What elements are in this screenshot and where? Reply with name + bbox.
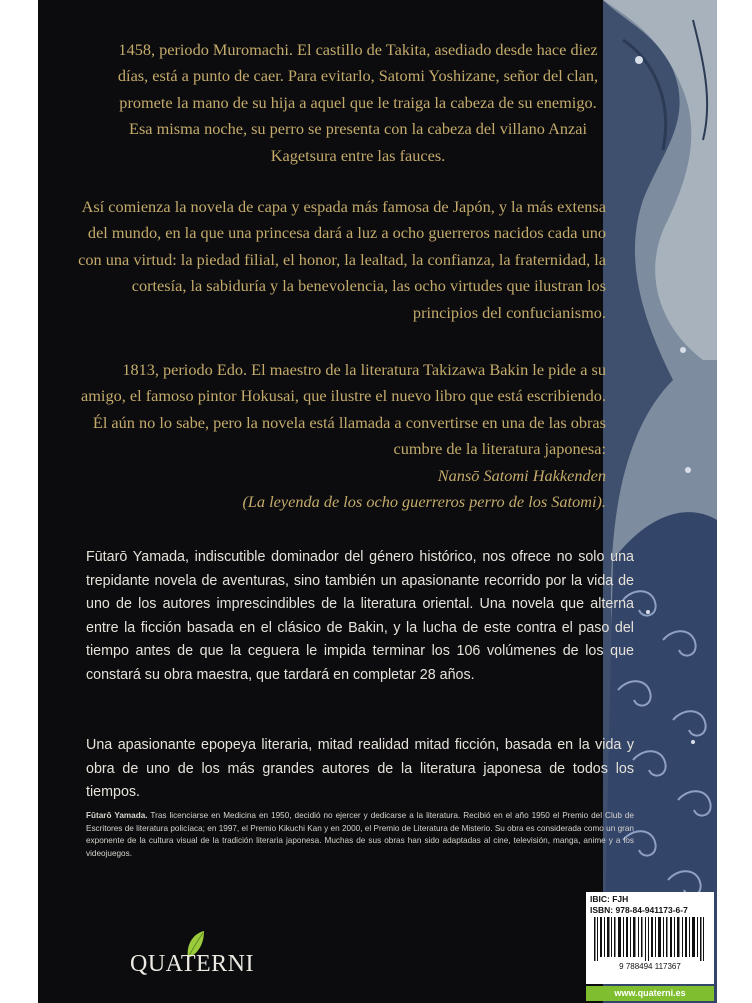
publisher-url[interactable]: www.quaterni.es <box>586 986 714 1001</box>
back-cover <box>38 0 717 1003</box>
original-title: Nansō Satomi Hakkenden <box>437 465 606 485</box>
author-bio-text: Tras licenciarse en Medicina en 1950, decidió no ejercer y dedicarse a la literatura. Recibió en el año 1950 el Premio del Club de Escritores de literatura policíaca; en 1997, el Premio Kikuchi Kan y en 2000, el Premio de Literatura de Misterio. Su obra es considerada como un gran exponente de la cultura visual de la tradición literaria japonesa. Muchas de sus obras han sido adaptadas al cine, televisión, manga, anime y a los videojuegos. <box>86 811 634 858</box>
publisher-logo <box>130 928 270 988</box>
description-paragraph-2: Una apasionante epopeya literaria, mitad realidad mitad ficción, basada en la vida y obra de uno de los más grandes autores de la literatura japonesa de todos los tiempos. <box>86 737 634 801</box>
intro-paragraph-1: 1458, periodo Muromachi. El castillo de Takita, asediado desde hace diez días, está a punto de caer. Para evitarlo, Satomi Yoshizane, señor del clan, promete la mano de su hija a aquel que le traiga la cabeza de su enemigo. Esa misma noche, su perro se presenta con la cabeza del villano Anzai Kagetsura entre las fauces. <box>117 40 599 165</box>
intro-paragraph-3-text: 1813, periodo Edo. El maestro de la literatura Takizawa Bakin le pide a su amigo, el famoso pintor Hokusai, que ilustre el nuevo libro que está escribiendo. Él aún no lo sabe, pero la novela está llamada a convertirse en una de las obras cumbre de la literatura japonesa: <box>81 360 606 459</box>
publisher-name: QUATERNI <box>130 951 254 977</box>
description-paragraph-1: Fūtarō Yamada, indiscutible dominador del género histórico, nos ofrece no solo una trepidante novela de aventuras, sino también un apasionante recorrido por la vida de uno de los autores imprescindibles de la literatura oriental. Una novela que alterna entre la ficción basada en el clásico de Bakin, y la lucha de este contra el paso del tiempo antes de que la ceguera le impida terminar los 106 volúmenes de los que constará su obra maestra, que tardará en completar 28 años. <box>86 549 634 683</box>
author-bio <box>86 810 634 860</box>
barcode-icon <box>592 917 708 961</box>
barcode-panel <box>586 892 714 984</box>
intro-paragraph-3 <box>78 357 606 515</box>
original-title-translation: (La leyenda de los ocho guerreros perro de los Satomi). <box>242 492 606 512</box>
ibic-code: IBIC: FJH <box>590 894 629 904</box>
barcode-number: 9 788494 117367 <box>619 962 681 971</box>
isbn-code: ISBN: 978-84-941173-6-7 <box>590 905 688 915</box>
author-name: Fūtarō Yamada. <box>86 811 148 820</box>
intro-paragraph-2: Así comienza la novela de capa y espada más famosa de Japón, y la más extensa del mundo, en la que una princesa dará a luz a ocho guerreros nacidos cada uno con una virtud: la piedad filial, el honor, la lealtad, la confianza, la fraternidad, la cortesía, la sabiduría y la benevolencia, las ocho virtudes que ilustran los principios del confucianismo. <box>78 197 606 322</box>
